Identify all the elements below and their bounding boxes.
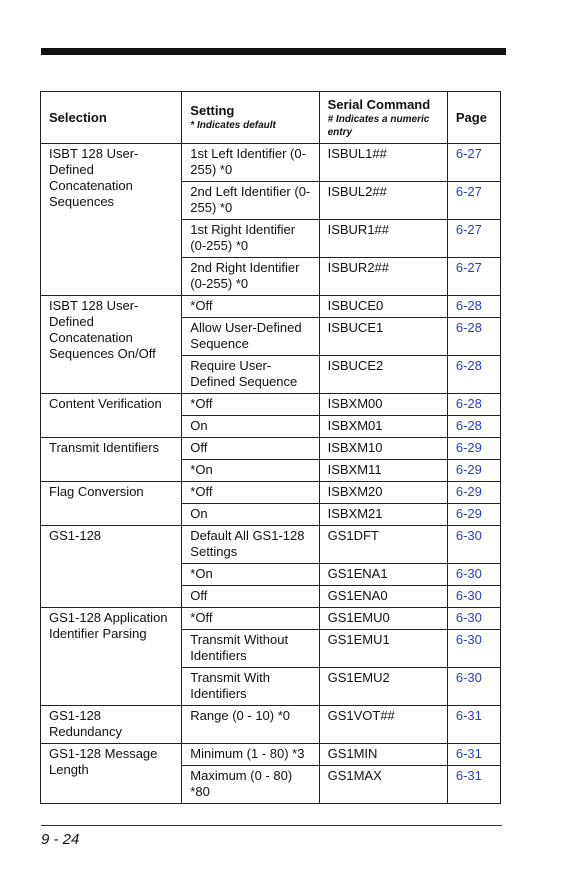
table-row: [41, 706, 501, 744]
page-link[interactable]: 6-27: [447, 144, 500, 182]
setting-cell: Transmit Without Identifiers: [182, 630, 319, 668]
header-page: Page: [447, 92, 500, 144]
setting-cell: *Off: [182, 296, 319, 318]
serial-command-cell: ISBXM21: [319, 504, 447, 526]
bottom-rule: [41, 825, 502, 826]
page-link[interactable]: 6-29: [447, 438, 500, 460]
serial-command-cell: GS1DFT: [319, 526, 447, 564]
page-link[interactable]: 6-30: [447, 668, 500, 706]
page-link[interactable]: 6-30: [447, 608, 500, 630]
header-setting-note: * Indicates default: [190, 120, 276, 131]
setting-cell: Maximum (0 - 80) *80: [182, 766, 319, 804]
table-row: [41, 394, 501, 416]
page-link[interactable]: 6-28: [447, 394, 500, 416]
page-link[interactable]: 6-30: [447, 586, 500, 608]
serial-command-cell: ISBXM10: [319, 438, 447, 460]
header-selection: Selection: [41, 92, 182, 144]
selection-cell: Content Verification: [41, 394, 182, 438]
setting-cell: On: [182, 504, 319, 526]
page-link[interactable]: 6-31: [447, 766, 500, 804]
serial-command-cell: ISBUL1##: [319, 144, 447, 182]
page-link[interactable]: 6-27: [447, 220, 500, 258]
setting-cell: *Off: [182, 482, 319, 504]
page-link[interactable]: 6-30: [447, 630, 500, 668]
serial-command-cell: ISBUCE0: [319, 296, 447, 318]
setting-cell: 1st Left Identifier (0-255) *0: [182, 144, 319, 182]
table-row: [41, 438, 501, 460]
serial-command-cell: ISBXM01: [319, 416, 447, 438]
serial-command-table: [40, 91, 501, 804]
selection-cell: Transmit Identifiers: [41, 438, 182, 482]
page-number: 9 - 24: [41, 831, 80, 848]
selection-cell: GS1-128: [41, 526, 182, 608]
setting-cell: On: [182, 416, 319, 438]
setting-cell: Off: [182, 586, 319, 608]
setting-cell: Off: [182, 438, 319, 460]
serial-command-cell: ISBXM11: [319, 460, 447, 482]
serial-command-cell: ISBXM00: [319, 394, 447, 416]
header-serial-command: Serial Command # Indicates a numeric entry: [319, 92, 447, 144]
page-link[interactable]: 6-28: [447, 296, 500, 318]
selection-cell: GS1-128 Redundancy: [41, 706, 182, 744]
page-link[interactable]: 6-31: [447, 706, 500, 744]
page-link[interactable]: 6-28: [447, 318, 500, 356]
setting-cell: Range (0 - 10) *0: [182, 706, 319, 744]
serial-command-cell: ISBUL2##: [319, 182, 447, 220]
page-link[interactable]: 6-28: [447, 356, 500, 394]
serial-command-cell: GS1MIN: [319, 744, 447, 766]
serial-command-cell: GS1EMU0: [319, 608, 447, 630]
selection-cell: ISBT 128 User-Defined Concatenation Sequences: [41, 144, 182, 296]
serial-command-cell: GS1MAX: [319, 766, 447, 804]
setting-cell: Allow User-Defined Sequence: [182, 318, 319, 356]
serial-command-cell: ISBUCE1: [319, 318, 447, 356]
setting-cell: Transmit With Identifiers: [182, 668, 319, 706]
serial-command-cell: GS1EMU2: [319, 668, 447, 706]
table-body: [41, 144, 501, 804]
table-row: [41, 144, 501, 182]
selection-cell: ISBT 128 User-Defined Concatenation Sequences On/Off: [41, 296, 182, 394]
page-link[interactable]: 6-29: [447, 504, 500, 526]
setting-cell: 2nd Left Identifier (0-255) *0: [182, 182, 319, 220]
page-link[interactable]: 6-31: [447, 744, 500, 766]
page-link[interactable]: 6-27: [447, 182, 500, 220]
page-link[interactable]: 6-30: [447, 564, 500, 586]
page-link[interactable]: 6-28: [447, 416, 500, 438]
serial-command-cell: ISBUR1##: [319, 220, 447, 258]
top-rule: [41, 48, 506, 55]
setting-cell: *Off: [182, 608, 319, 630]
page-link[interactable]: 6-29: [447, 460, 500, 482]
serial-command-cell: GS1VOT##: [319, 706, 447, 744]
serial-command-cell: GS1EMU1: [319, 630, 447, 668]
table-row: [41, 526, 501, 564]
table-row: [41, 744, 501, 766]
table-row: [41, 608, 501, 630]
selection-cell: Flag Conversion: [41, 482, 182, 526]
header-serial-note: # Indicates a numeric entry: [327, 113, 430, 138]
table-header: [41, 92, 501, 144]
page-link[interactable]: 6-30: [447, 526, 500, 564]
page-link[interactable]: 6-27: [447, 258, 500, 296]
header-setting: Setting * Indicates default: [182, 92, 319, 144]
serial-command-cell: GS1ENA1: [319, 564, 447, 586]
setting-cell: Default All GS1-128 Settings: [182, 526, 319, 564]
page-link[interactable]: 6-29: [447, 482, 500, 504]
serial-command-cell: ISBXM20: [319, 482, 447, 504]
serial-command-cell: ISBUR2##: [319, 258, 447, 296]
setting-cell: *Off: [182, 394, 319, 416]
serial-command-cell: ISBUCE2: [319, 356, 447, 394]
selection-cell: GS1-128 Application Identifier Parsing: [41, 608, 182, 706]
table-row: [41, 296, 501, 318]
serial-command-cell: GS1ENA0: [319, 586, 447, 608]
setting-cell: Require User-Defined Sequence: [182, 356, 319, 394]
setting-cell: Minimum (1 - 80) *3: [182, 744, 319, 766]
setting-cell: 2nd Right Identifier (0-255) *0: [182, 258, 319, 296]
table-row: [41, 482, 501, 504]
selection-cell: GS1-128 Message Length: [41, 744, 182, 804]
setting-cell: *On: [182, 564, 319, 586]
setting-cell: *On: [182, 460, 319, 482]
setting-cell: 1st Right Identifier (0-255) *0: [182, 220, 319, 258]
